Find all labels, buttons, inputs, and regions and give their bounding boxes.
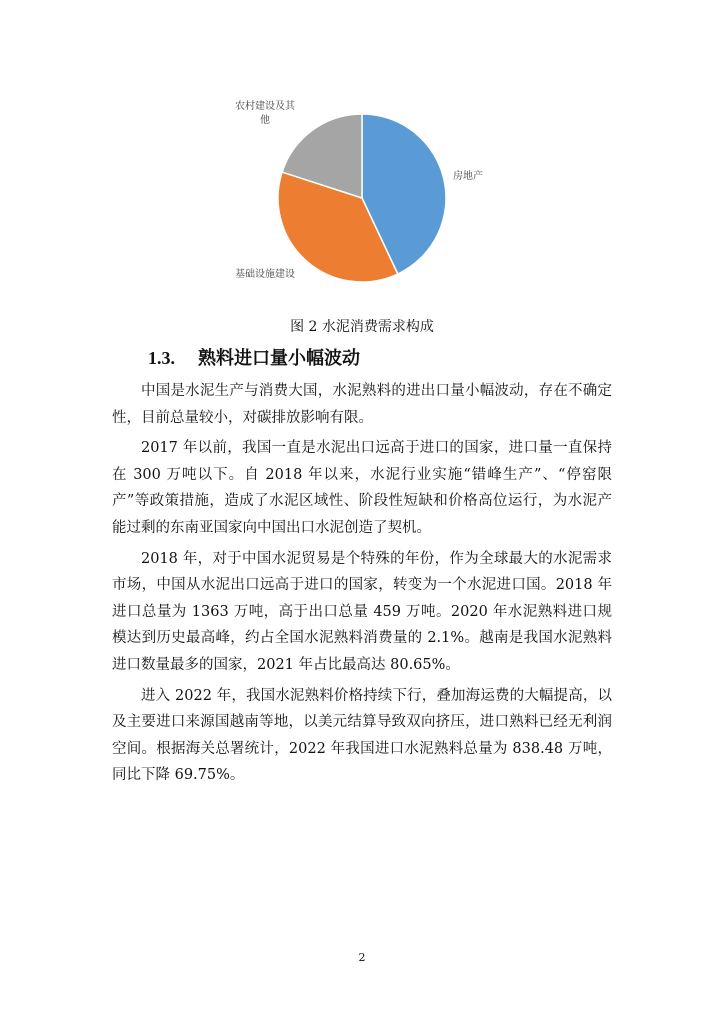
section-title: 熟料进口量小幅波动: [198, 348, 360, 369]
figure-caption: 图 2 水泥消费需求构成: [290, 319, 434, 335]
page-number: 2: [358, 951, 366, 964]
paragraph: 2017 年以前，我国一直是水泥出口远高于进口的国家，进口量一直保持在 300 万吨以下。自 2018 年以来，水泥行业实施“错峰生产”、“停窑限产”等政策措施，造成了水泥区域性、阶段性短缺和价格高位运行，为水泥产能过剩的东南亚国家向中国出口水泥创造了契机。: [112, 440, 612, 536]
section-heading: [148, 346, 628, 371]
pie-label: 基础设施建设: [235, 269, 295, 280]
pie-label: 农村建设及其他: [235, 101, 295, 126]
paragraph: 进入 2022 年，我国水泥熟料价格持续下行，叠加海运费的大幅提高，以及主要进口来源国越南等地，以美元结算导致双向挤压，进口熟料已经无利润空间。根据海关总署统计，2022 年我国进口水泥熟料总量为 838.48 万吨，同比下降 69.75%。: [112, 687, 612, 784]
body-text: [112, 378, 612, 793]
section-number: 1.3.: [148, 348, 175, 368]
paragraph: 中国是水泥生产与消费大国，水泥熟料的进出口量小幅波动，存在不确定性，目前总量较小，对碳排放影响有限。: [112, 383, 612, 426]
pie-label: 房地产: [453, 171, 483, 182]
paragraph: 2018 年，对于中国水泥贸易是个特殊的年份，作为全球最大的水泥需求市场，中国从水泥出口远高于进口的国家，转变为一个水泥进口国。2018 年进口总量为 1363 万吨，高于出口总量 459 万吨。2020 年水泥熟料进口规模达到历史最高峰，约占全国水泥熟料消费量的 2.1%。越南是我国水泥熟料进口数量最多的国家，2021 年占比最高达 80.65%。: [112, 550, 612, 673]
pie-chart: [215, 95, 515, 295]
